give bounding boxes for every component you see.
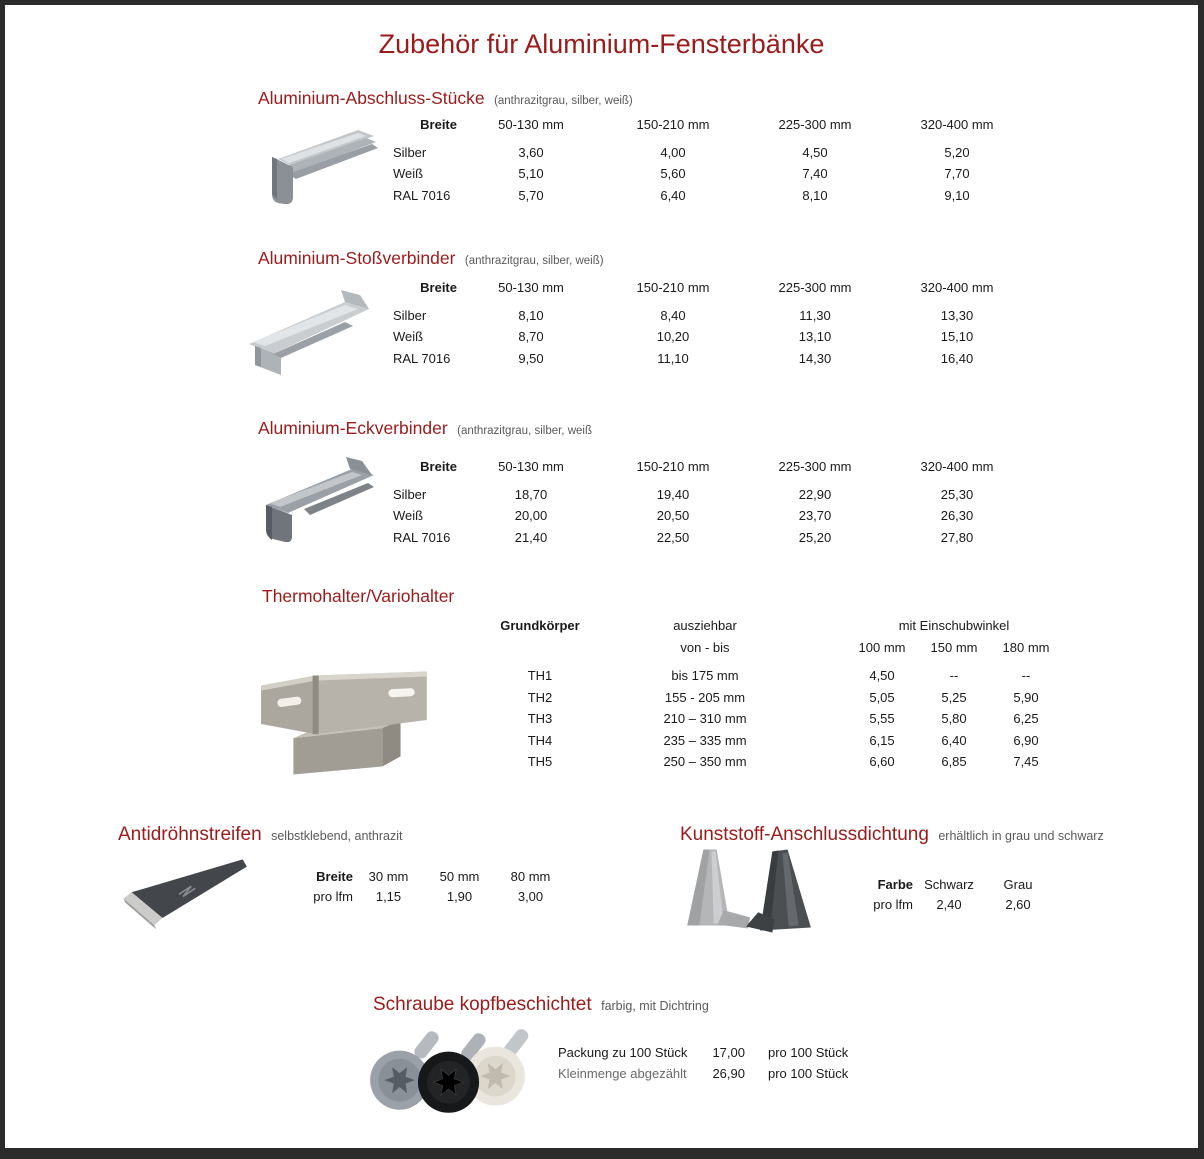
price-cell: 17,00	[712, 1045, 745, 1060]
section-title: Kunststoff-Anschlussdichtung	[680, 824, 929, 845]
row-label: Packung zu 100 Stück	[558, 1045, 688, 1060]
catalog-page	[5, 5, 1198, 1148]
section-title: Thermohalter/Variohalter	[262, 586, 455, 606]
col-150-210: 150-210 mm	[636, 459, 710, 475]
schrauben-photo	[363, 1025, 531, 1115]
col-320-400: 320-400 mm	[920, 280, 994, 296]
section-header-thermohalter	[262, 586, 454, 607]
table-row	[393, 142, 1028, 164]
price-cell: 7,45	[1013, 754, 1039, 770]
section-subtitle: erhältlich in grau und schwarz	[938, 829, 1104, 843]
price-cell: 25,30	[940, 486, 974, 502]
price-cell: 3,00	[517, 888, 544, 904]
price-cell: 5,80	[941, 711, 967, 727]
row-label: Silber	[393, 486, 427, 502]
dichtung-table	[835, 874, 1051, 914]
range-cell: 250 – 350 mm	[663, 754, 747, 770]
price-cell: 1,90	[446, 888, 473, 904]
price-cell: 2,60	[1005, 896, 1031, 912]
col-von-bis: von - bis	[680, 639, 730, 655]
price-cell: 5,70	[518, 187, 544, 203]
row-label: Silber	[393, 144, 427, 160]
price-cell: 5,60	[660, 166, 686, 182]
price-cell: 6,40	[941, 732, 967, 748]
table-row	[455, 730, 1062, 752]
price-cell: 6,85	[941, 754, 967, 770]
range-cell: 235 – 335 mm	[663, 732, 747, 748]
price-cell: 1,15	[375, 888, 402, 904]
table-row	[285, 886, 566, 906]
col-320-400: 320-400 mm	[920, 117, 994, 133]
price-cell: 8,10	[802, 187, 828, 203]
col-225-300: 225-300 mm	[778, 459, 852, 475]
range-cell: bis 175 mm	[671, 668, 739, 684]
antidroehnstreifen-photo	[111, 855, 253, 943]
col-150-210: 150-210 mm	[636, 117, 710, 133]
col-100mm: 100 mm	[858, 639, 906, 655]
price-cell: 13,30	[940, 307, 974, 323]
table-header-row	[393, 277, 1028, 299]
row-label: RAL 7016	[393, 529, 451, 545]
price-cell: --	[949, 668, 959, 684]
row-label: TH5	[527, 754, 553, 770]
col-grundkoerper: Grundkörper	[500, 618, 580, 634]
price-cell: 3,60	[518, 144, 544, 160]
price-cell: 22,50	[656, 529, 690, 545]
anschlussdichtung-photo	[669, 843, 819, 940]
table-header-row	[455, 615, 1062, 637]
price-cell: 6,60	[869, 754, 895, 770]
row-label: Weiß	[393, 508, 424, 524]
price-cell: 26,90	[712, 1066, 745, 1081]
col-225-300: 225-300 mm	[778, 117, 852, 133]
price-cell: 8,40	[660, 307, 686, 323]
eckverbinder-price-table	[393, 456, 1028, 548]
table-row	[455, 708, 1062, 730]
col-breite: Breite	[420, 459, 457, 475]
col-50-130: 50-130 mm	[498, 117, 564, 133]
table-row	[393, 305, 1028, 327]
price-cell: 4,50	[869, 668, 895, 684]
price-cell: 8,10	[518, 307, 544, 323]
row-label: TH1	[527, 668, 553, 684]
table-row	[455, 665, 1062, 687]
section-header-antidroehn	[118, 824, 402, 846]
price-cell: 2,40	[936, 896, 962, 912]
col-320-400: 320-400 mm	[920, 459, 994, 475]
price-cell: 10,20	[656, 329, 690, 345]
row-label: RAL 7016	[393, 350, 451, 366]
table-row	[393, 163, 1028, 185]
col-group-einschubwinkel: mit Einschubwinkel	[898, 618, 1010, 634]
col-farbe: Farbe	[877, 876, 913, 892]
section-title: Aluminium-Abschluss-Stücke	[258, 88, 485, 108]
price-cell: 5,25	[941, 689, 967, 705]
row-label: Silber	[393, 307, 427, 323]
col-150-210: 150-210 mm	[636, 280, 710, 296]
section-subtitle: (anthrazitgrau, silber, weiß)	[494, 95, 633, 107]
section-subtitle: farbig, mit Dichtring	[601, 999, 709, 1013]
price-cell: 6,40	[660, 187, 686, 203]
col-150mm: 150 mm	[930, 639, 978, 655]
price-cell: 5,10	[518, 166, 544, 182]
antidroehn-table	[285, 866, 566, 906]
price-cell: 13,10	[798, 329, 832, 345]
range-cell: 155 - 205 mm	[664, 689, 746, 705]
price-cell: 7,40	[802, 166, 828, 182]
price-cell: 6,25	[1013, 711, 1039, 727]
thermohalter-photo	[253, 655, 445, 787]
price-cell: 18,70	[514, 486, 548, 502]
col-80mm: 80 mm	[510, 868, 551, 884]
row-label: TH4	[527, 732, 553, 748]
table-row	[393, 484, 1028, 506]
price-cell: 5,20	[944, 144, 970, 160]
abschluss-price-table	[393, 114, 1028, 206]
col-breite: Breite	[420, 117, 457, 133]
price-cell: 14,30	[798, 350, 832, 366]
thermohalter-table	[455, 615, 1062, 773]
col-ausziehbar: ausziehbar	[673, 618, 737, 634]
section-title: Schraube kopfbeschichtet	[373, 994, 592, 1015]
price-cell: 22,90	[798, 486, 832, 502]
stossverbinder-price-table	[393, 277, 1028, 369]
section-title: Aluminium-Stoßverbinder	[258, 248, 456, 268]
section-subtitle: (anthrazitgrau, silber, weiß)	[464, 255, 604, 267]
col-180mm: 180 mm	[1002, 639, 1050, 655]
section-title: Aluminium-Eckverbinder	[258, 418, 448, 438]
table-header-row	[393, 114, 1028, 136]
col-50-130: 50-130 mm	[498, 459, 564, 475]
table-row	[835, 894, 1051, 914]
table-row	[393, 505, 1028, 527]
table-row	[455, 687, 1062, 709]
col-breite: Breite	[420, 280, 457, 296]
section-subtitle: (anthrazitgrau, silber, weiß	[457, 425, 592, 437]
unit-cell: pro 100 Stück	[768, 1045, 849, 1060]
price-cell: 5,05	[869, 689, 895, 705]
price-cell: 6,90	[1013, 732, 1039, 748]
row-label: RAL 7016	[393, 187, 451, 203]
price-cell: 4,00	[660, 144, 686, 160]
table-row	[393, 326, 1028, 348]
price-cell: 8,70	[518, 329, 544, 345]
price-cell: 7,70	[944, 166, 970, 182]
price-cell: 11,10	[657, 350, 689, 366]
price-cell: 26,30	[940, 508, 974, 524]
table-row	[455, 751, 1062, 773]
price-cell: 19,40	[656, 486, 690, 502]
price-cell: 23,70	[798, 508, 832, 524]
table-row	[393, 185, 1028, 207]
row-label: pro lfm	[313, 888, 353, 904]
table-row	[558, 1063, 848, 1084]
price-cell: 11,30	[799, 307, 831, 323]
row-label: TH3	[527, 711, 553, 727]
col-schwarz: Schwarz	[924, 876, 974, 892]
row-label: pro lfm	[873, 896, 913, 912]
aluminium-abschluss-stueck-photo	[248, 117, 388, 209]
row-label: Weiß	[393, 166, 424, 182]
price-cell: 6,15	[869, 732, 895, 748]
section-header-eckverbinder	[258, 418, 592, 439]
section-header-abschluss	[258, 88, 633, 109]
col-225-300: 225-300 mm	[778, 280, 852, 296]
price-cell: 5,90	[1013, 689, 1039, 705]
col-50-130: 50-130 mm	[498, 280, 564, 296]
section-header-schraube	[373, 994, 709, 1016]
table-row	[558, 1042, 848, 1063]
col-50mm: 50 mm	[439, 868, 480, 884]
section-header-stossverbinder	[258, 248, 604, 269]
unit-cell: pro 100 Stück	[768, 1066, 849, 1081]
col-grau: Grau	[1003, 876, 1033, 892]
schraube-table	[558, 1042, 848, 1084]
price-cell: 16,40	[940, 350, 974, 366]
table-row	[393, 348, 1028, 370]
price-cell: 4,50	[802, 144, 828, 160]
price-cell: 21,40	[514, 529, 548, 545]
table-subheader-row	[455, 637, 1062, 659]
col-30mm: 30 mm	[368, 868, 409, 884]
price-cell: 20,00	[514, 508, 548, 524]
price-cell: --	[1021, 668, 1031, 684]
price-cell: 15,10	[940, 329, 974, 345]
row-label: Kleinmenge abgezählt	[558, 1066, 687, 1081]
price-cell: 9,10	[944, 187, 970, 203]
table-header-row	[835, 874, 1051, 894]
section-subtitle: selbstklebend, anthrazit	[271, 829, 403, 843]
table-header-row	[285, 866, 566, 886]
row-label: Weiß	[393, 329, 424, 345]
price-cell: 27,80	[940, 529, 974, 545]
table-header-row	[393, 456, 1028, 478]
row-label: TH2	[527, 689, 553, 705]
range-cell: 210 – 310 mm	[663, 711, 747, 727]
price-cell: 25,20	[798, 529, 832, 545]
col-breite: Breite	[316, 868, 353, 884]
table-row	[393, 527, 1028, 549]
price-cell: 20,50	[656, 508, 690, 524]
aluminium-eckverbinder-photo	[248, 447, 388, 549]
price-cell: 9,50	[518, 350, 544, 366]
page-title: Zubehör für Aluminium-Fensterbänke	[378, 29, 825, 59]
price-cell: 5,55	[869, 711, 895, 727]
aluminium-stossverbinder-photo	[241, 282, 389, 379]
section-title: Antidröhnstreifen	[118, 824, 262, 845]
